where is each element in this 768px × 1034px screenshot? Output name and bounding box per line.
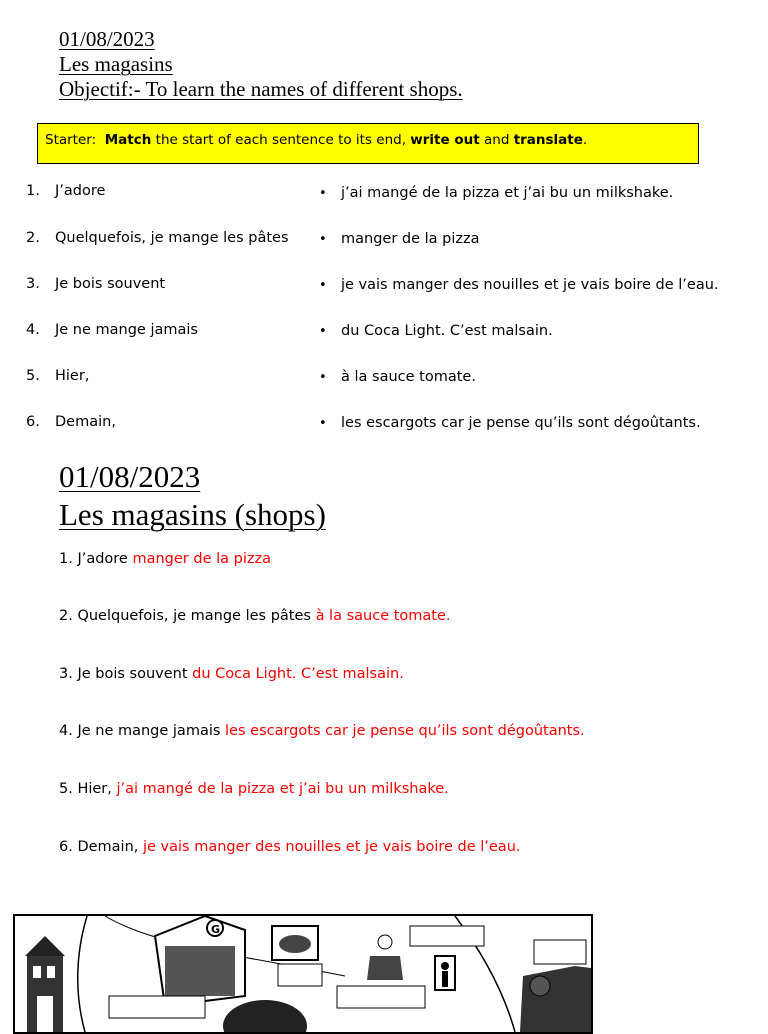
answer-line [59, 607, 451, 625]
lesson-title: Les magasins [59, 52, 173, 76]
answer-box[interactable] [337, 986, 425, 1008]
sentence-ending [319, 230, 480, 249]
answer-start: 4. Je ne mange jamais [59, 723, 226, 739]
answer-ending: à la sauce tomate. [315, 608, 451, 624]
sentence-start-text: Demain, [55, 414, 116, 430]
sentence-start [26, 321, 198, 339]
answer-ending: du Coca Light. C’est malsain. [192, 666, 404, 682]
sentence-ending-text: du Coca Light. C’est malsain. [341, 323, 553, 339]
sentence-start [26, 275, 165, 293]
sentence-start-number: 1. [26, 183, 40, 199]
bakery-sign-icon [272, 926, 318, 960]
sentence-start [26, 182, 105, 200]
sentence-ending [319, 184, 673, 203]
sentence-ending-text: j’ai mangé de la pizza et j’ai bu un milkshake. [341, 185, 674, 201]
sentence-start [26, 229, 289, 247]
starter-box [37, 123, 699, 164]
sentence-start [26, 367, 89, 385]
bullet-icon: • [319, 370, 327, 385]
starter-text-1: the start of each sentence to its end, [151, 132, 411, 148]
lesson-date: 01/08/2023 [59, 27, 155, 51]
answer-start: 5. Hier, [59, 781, 117, 797]
shops-map-drawing [15, 916, 591, 1032]
sentence-ending [319, 368, 476, 387]
lesson-header [59, 27, 463, 102]
sentence-ending [319, 276, 719, 295]
sentence-ending-text: à la sauce tomate. [341, 369, 476, 385]
answer-ending: je vais manger des nouilles et je vais boire de l’eau. [142, 839, 521, 855]
sentence-ending [319, 322, 553, 341]
answer-box[interactable] [534, 940, 586, 964]
sentence-start-text: Quelquefois, je mange les pâtes [55, 230, 289, 246]
answer-box[interactable] [109, 996, 205, 1018]
sentence-start-text: Hier, [55, 368, 90, 384]
starter-label: Starter: [45, 132, 97, 148]
bullet-icon: • [319, 186, 327, 201]
supermarket-icon [155, 916, 245, 1006]
answer-line [59, 838, 521, 856]
road-line [78, 916, 87, 1032]
lesson-objective: Objectif:- To learn the names of different shops. [59, 77, 463, 101]
sentence-ending-text: manger de la pizza [341, 231, 480, 247]
starter-keyword-write: write out [410, 132, 480, 148]
bullet-icon: • [319, 324, 327, 339]
starter-text-2: and [479, 132, 514, 148]
answer-ending: manger de la pizza [132, 551, 271, 567]
bullet-icon: • [319, 278, 327, 293]
answers-title: Les magasins (shops) [59, 497, 326, 532]
sentence-ending [319, 414, 701, 433]
answer-start: 1. J’adore [59, 551, 133, 567]
sentence-start-number: 5. [26, 368, 40, 384]
train-icon [520, 966, 591, 1032]
answer-box[interactable] [278, 964, 322, 986]
answer-ending: j’ai mangé de la pizza et j’ai bu un milkshake. [116, 781, 449, 797]
shops-map-illustration [13, 914, 593, 1034]
svg-text:G: G [211, 923, 221, 936]
answer-start: 2. Quelquefois, je mange les pâtes [59, 608, 316, 624]
bullet-icon: • [319, 232, 327, 247]
answer-line [59, 550, 271, 568]
sentence-start-text: J’adore [55, 183, 106, 199]
sentence-start [26, 413, 116, 431]
bullet-icon: • [319, 416, 327, 431]
answer-start: 3. Je bois souvent [59, 666, 193, 682]
starter-keyword-translate: translate [513, 132, 583, 148]
sentence-start-number: 2. [26, 230, 40, 246]
answer-start: 6. Demain, [59, 839, 143, 855]
bush-icon [223, 1000, 307, 1032]
shop-door-icon [435, 956, 455, 990]
answer-line [59, 780, 449, 798]
sentence-start-number: 6. [26, 414, 40, 430]
sentence-ending-text: les escargots car je pense qu’ils sont dégoûtants. [341, 415, 701, 431]
answers-date: 01/08/2023 [59, 459, 201, 494]
sentence-start-text: Je ne mange jamais [55, 322, 198, 338]
answers-header [59, 458, 326, 534]
sentence-start-number: 3. [26, 276, 40, 292]
chef-icon [367, 935, 403, 980]
starter-keyword-match: Match [104, 132, 152, 148]
answer-line [59, 665, 404, 683]
starter-text-3: . [582, 132, 588, 148]
answer-line [59, 722, 585, 740]
answer-ending: les escargots car je pense qu’ils sont dégoûtants. [225, 723, 585, 739]
sentence-start-text: Je bois souvent [55, 276, 166, 292]
sentence-ending-text: je vais manger des nouilles et je vais boire de l’eau. [341, 277, 719, 293]
sentence-start-number: 4. [26, 322, 40, 338]
answer-box[interactable] [410, 926, 484, 946]
building-icon [25, 936, 65, 1032]
